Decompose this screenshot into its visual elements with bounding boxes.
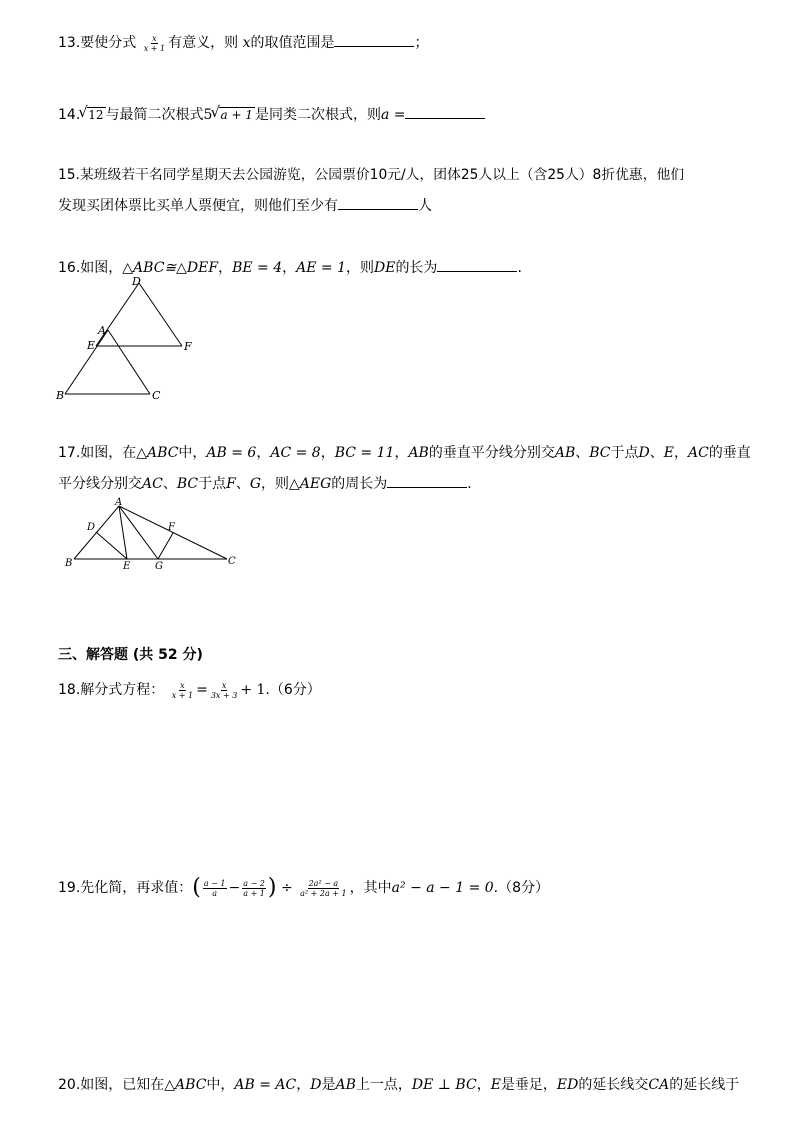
- answer-blank-16[interactable]: [437, 257, 517, 272]
- question-18: 18.解分式方程： $\frac{x}{x + 1}$ = $\frac{x}{3x + 3}$ + 1.（6分）: [58, 680, 321, 700]
- fig16-label-A: A: [98, 324, 106, 337]
- fig17-segment-AG: [119, 506, 158, 559]
- figure-17-triangle: [60, 496, 245, 576]
- fig17-label-G: G: [155, 561, 163, 572]
- fig16-segment-AC: [108, 330, 150, 394]
- fraction-a-minus-2-over-a-plus-1: $\frac{a - 2}{a + 1}$: [243, 878, 265, 898]
- fig16-segment-DF: [139, 283, 182, 346]
- fig17-segment-DE: [96, 532, 127, 559]
- fig16-label-B: B: [56, 389, 65, 402]
- figure-16-triangles: [50, 272, 200, 404]
- fig17-label-A: A: [115, 497, 123, 508]
- question-17-line-1: 17.如图，在△ABC中，AB = 6，AC = 8，BC = 11，AB的垂直平分线分别交AB、BC于点D、E，AC的垂直: [58, 445, 751, 461]
- question-15-line-1: 15.某班级若干名同学星期天去公园游览，公园票价10元/人，团体25人以上（含25人）8折优惠，他们: [58, 167, 685, 183]
- fig17-label-D: D: [87, 522, 96, 533]
- question-13: 13.要使分式 $\frac{x}{x + 1}$ 有意义，则 x的取值范围是 ；: [58, 33, 429, 53]
- fig16-label-D: D: [132, 275, 141, 288]
- fig17-label-E: E: [123, 561, 131, 572]
- question-19: 19.先化简，再求值：( $\frac{a - 1}{a}$ − $\frac{a - 2}{a + 1}$ ) ÷ $\frac{\text{2a² − a}}{\text{a² + 2a + 1}}$ ，其中a² − a − 1 = 0.（8分）: [58, 875, 550, 900]
- sqrt-12: √ 12: [87, 107, 105, 122]
- fig16-label-E: E: [87, 339, 96, 352]
- fraction-x-over-3x-plus-3: $\frac{x}{3x + 3}$: [210, 680, 238, 700]
- fraction-2a2-minus-a-over-quadratic: $\frac{\text{2a² − a}}{\text{a² + 2a + 1}}$: [300, 878, 347, 898]
- fraction-a-minus-1-over-a: $\frac{a - 1}{a}$: [203, 878, 226, 898]
- fig17-label-B: B: [65, 558, 73, 569]
- fig17-label-F: F: [168, 522, 175, 533]
- fig17-label-C: C: [228, 556, 236, 567]
- answer-blank-15[interactable]: [338, 195, 418, 210]
- fig16-label-F: F: [184, 340, 192, 353]
- fraction-x-over-x-plus-1: $\frac{x}{x + 1}$: [171, 680, 194, 700]
- answer-blank-13[interactable]: [334, 32, 414, 47]
- question-14: 14.√ 12 与最简二次根式5√ a + 1 是同类二次根式，则a =: [58, 104, 485, 125]
- sqrt-a-plus-1: √ a + 1: [219, 107, 254, 122]
- answer-blank-17[interactable]: [387, 473, 467, 488]
- question-16: 16.如图，△ABC≅△DEF，BE = 4，AE = 1，则DE的长为 .: [58, 257, 522, 278]
- fig17-segment-AE: [119, 506, 127, 559]
- question-17-line-2: 平分线分别交AC、BC于点F、G，则△AEG的周长为 .: [58, 473, 472, 494]
- fig17-segment-FG: [158, 533, 173, 559]
- question-20: 20.如图，已知在△ABC中，AB = AC，D是AB上一点，DE ⊥ BC，E是垂足，ED的延长线交CA的延长线于: [58, 1077, 740, 1093]
- answer-blank-14[interactable]: [405, 104, 485, 119]
- fraction-x-over-x-plus-1: $\frac{x}{x + 1}$: [143, 33, 166, 53]
- section-heading: 三、解答题 (共 52 分): [58, 647, 203, 663]
- fig16-label-C: C: [152, 389, 161, 402]
- question-15-line-2: 发现买团体票比买单人票便宜，则他们至少有 人: [58, 195, 432, 216]
